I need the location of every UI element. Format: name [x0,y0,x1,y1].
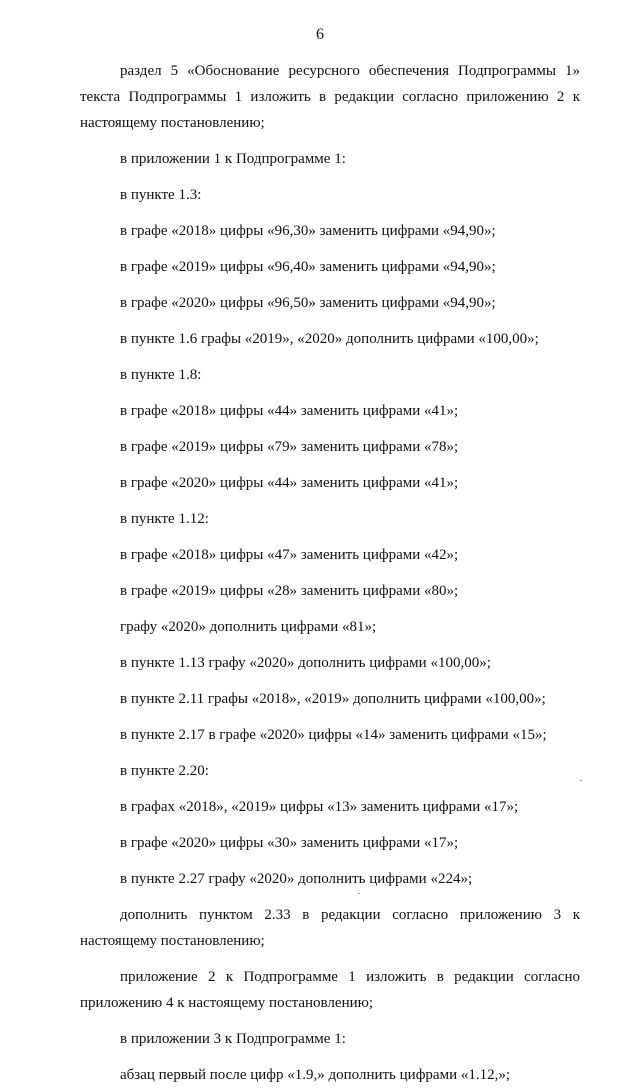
paragraph: в приложении 3 к Подпрограмме 1: [120,1031,346,1047]
page-number: 6 [316,26,324,43]
paragraph: в графе «2020» цифры «44» заменить цифрами «41»; [120,475,459,491]
paragraph: в пункте 1.3: [120,187,202,203]
scan-speck [580,780,582,781]
paragraph: в графе «2019» цифры «28» заменить цифрами «80»; [120,583,459,599]
paragraph: в графе «2018» цифры «96,30» заменить цифрами «94,90»; [120,223,496,239]
paragraph: в пункте 2.27 графу «2020» дополнить цифрами «224»; [120,871,473,887]
scan-speck [358,893,360,894]
paragraph: раздел 5 «Обоснование ресурсного обеспечения Подпрограммы 1» текста Подпрограммы 1 изложить в редакции согласно приложению 2 к настоящему постановлению; [80,63,580,131]
paragraph: в пункте 1.13 графу «2020» дополнить цифрами «100,00»; [120,655,491,671]
paragraph: в пункте 1.12: [120,511,209,527]
paragraph: в графе «2018» цифры «44» заменить цифрами «41»; [120,403,459,419]
paragraph: приложение 2 к Подпрограмме 1 изложить в редакции согласно приложению 4 к настоящему постановлению; [80,969,580,1011]
paragraph: в графах «2018», «2019» цифры «13» заменить цифрами «17»; [120,799,519,815]
document-body [80,58,580,1088]
paragraph: дополнить пунктом 2.33 в редакции согласно приложению 3 к настоящему постановлению; [80,907,580,949]
paragraph: в графе «2020» цифры «96,50» заменить цифрами «94,90»; [120,295,496,311]
paragraph: абзац первый после цифр «1.9,» дополнить цифрами «1.12,»; [120,1067,511,1083]
paragraph: в пункте 2.20: [120,763,209,779]
paragraph: в пункте 2.17 в графе «2020» цифры «14» заменить цифрами «15»; [120,727,547,743]
paragraph: в пункте 2.11 графы «2018», «2019» дополнить цифрами «100,00»; [120,691,546,707]
paragraph: в графе «2020» цифры «30» заменить цифрами «17»; [120,835,459,851]
paragraph: в приложении 1 к Подпрограмме 1: [120,151,346,167]
paragraph: в графе «2019» цифры «79» заменить цифрами «78»; [120,439,459,455]
paragraph: в графе «2019» цифры «96,40» заменить цифрами «94,90»; [120,259,496,275]
paragraph: графу «2020» дополнить цифрами «81»; [120,619,377,635]
paragraph: в пункте 1.8: [120,367,202,383]
paragraph: в пункте 1.6 графы «2019», «2020» дополнить цифрами «100,00»; [120,331,539,347]
paragraph: в графе «2018» цифры «47» заменить цифрами «42»; [120,547,459,563]
